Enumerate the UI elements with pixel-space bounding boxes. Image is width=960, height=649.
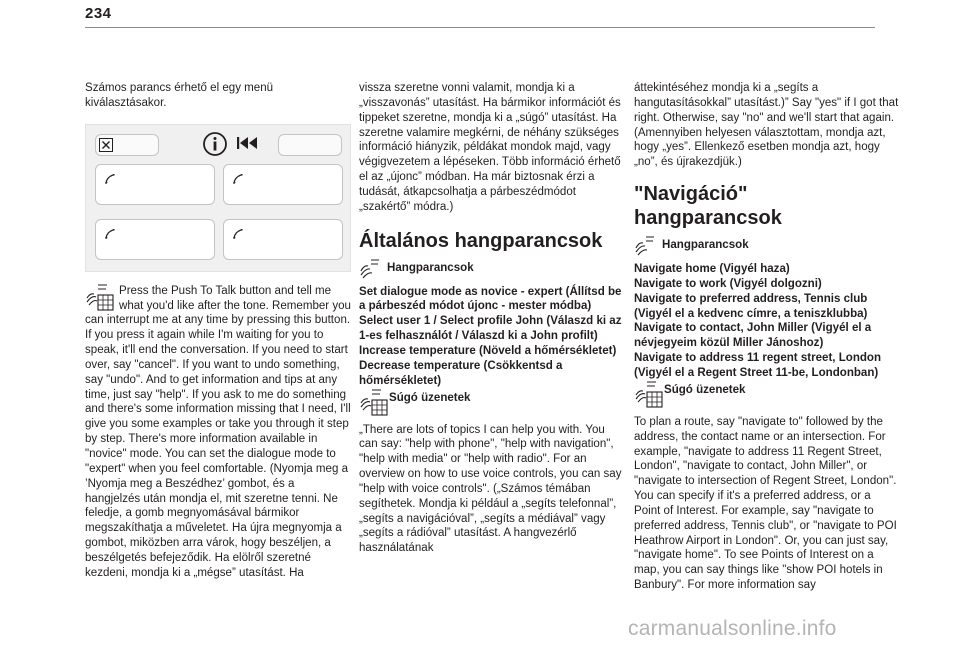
section-title-general-commands: Általános hangparancsok — [359, 229, 603, 252]
watermark: carmanualsonline.info — [628, 617, 837, 640]
rewind-icon — [236, 135, 260, 151]
phone-button-3 — [95, 219, 215, 260]
continued-text: áttekintéséhez mondja ki a „segíts a hangutasításokkal” utasítást.)” Say "yes" if I got that right. Otherwise, say "no" and we'll start that again. (Amennyiben helyesen választottam, mondja azt, hogy „yes”. Ellenkező esetben mondja azt, hogy „no”, és újrakezdjük.) — [634, 82, 899, 169]
commands-label: Hangparancsok — [387, 261, 474, 274]
voice-grid-icon — [634, 381, 664, 409]
column-3 — [634, 81, 900, 593]
command-item: Increase temperature (Növeld a hőmérsékletet) — [359, 344, 617, 357]
phone-button-4 — [223, 219, 343, 260]
info-icon — [202, 131, 228, 157]
command-item: Navigate to work (Vigyél dolgozni) — [634, 277, 822, 290]
command-item: Select user 1 / Select profile John (Válaszd ki az 1-es felhasználót / Válaszd ki a John profilt) — [359, 315, 622, 343]
help-label: Súgó üzenetek — [389, 391, 471, 404]
phone-icon — [233, 229, 243, 239]
voice-command-icon — [359, 259, 381, 279]
help-text: To plan a route, say "navigate to" followed by the address, the contact name or an intersection. For example, "navigate to address 11 Regent Street, London", "navigate to contact, John Miller", or "navigate to intersection of Regent Street, London". You can specify if it's a preferred address, or a Point of Interest. For example, say "navigate to preferred address, Tennis club", or "navigate to POI Heathrow Airport in London". Or, you can just say, "navigate home". To see Points of Interest on a map, you can say things like "show POI hotels in Banbury". For more information say — [634, 415, 897, 592]
command-item: Decrease temperature (Csökkentsd a hőmérsékletet) — [359, 359, 563, 387]
command-item: Set dialogue mode as novice - expert (Állítsd be a párbeszéd módot újonc - mester módba) — [359, 285, 622, 313]
menu-intro-text: Számos parancs érhető el egy menü kiválasztásakor. — [85, 82, 274, 109]
command-item: Navigate to address 11 regent street, London (Vigyél el a Regent Street 11-be, Londonban) — [634, 352, 882, 379]
voice-grid-icon — [85, 284, 115, 312]
close-tab — [95, 134, 159, 156]
commands-header — [359, 259, 625, 279]
help-header — [634, 381, 900, 409]
command-item: Navigate home (Vigyél haza) — [634, 263, 790, 276]
column-2 — [359, 81, 625, 556]
phone-button-1 — [95, 164, 215, 205]
command-item: Navigate to contact, John Miller (Vigyél el a névjegyeim közül Miller Jánoshoz) — [634, 322, 872, 350]
column-1 — [85, 81, 351, 581]
help-header — [359, 389, 625, 417]
phone-icon — [105, 174, 115, 184]
continued-text: vissza szeretne vonni valamit, mondja ki a „visszavonás” utasítást. Ha bármikor információt és tippeket szeretne, mondja ki a „súgó” utasítást. Ha szeretne valamire megkérni, de néhány szükséges információ hiányzik, példákat mondok majd, vagy végigvezetem a lépéseken. Több információ érhető el az „újonc” módban. Ha már biztosnak érzi a tudását, átkapcsolhatja a párbeszédmódot „szakértő” módra.) — [359, 82, 621, 213]
help-label: Súgó üzenetek — [664, 383, 746, 396]
back-tab — [278, 134, 342, 156]
phone-icon — [105, 229, 115, 239]
command-item: Navigate to preferred address, Tennis club (Vigyél el a kedvenc címre, a teniszklubba) — [634, 292, 868, 320]
voice-grid-icon — [359, 389, 389, 417]
voice-command-icon — [634, 236, 656, 256]
push-to-talk-instructions — [85, 284, 351, 581]
page-number: 234 — [85, 5, 112, 22]
section-title-navigation-commands: "Navigáció" hangparancsok — [634, 183, 782, 230]
phone-icon — [233, 174, 243, 184]
commands-label: Hangparancsok — [662, 239, 749, 252]
help-text: „There are lots of topics I can help you with. You can say: "help with phone", "help with navigation", "help with media" or "help with radio". For an overview on how to use voice controls, you can say "help with voice controls". („Számos témában segíthetek. Mondja ki például a „segíts telefonnal”, „segíts a navigációval”, „segíts a médiával” vagy „segíts a rádióval” utasítást. A hangvezérlő használatának — [359, 423, 622, 555]
phone-button-2 — [223, 164, 343, 205]
push-to-talk-text: Press the Push To Talk button and tell me what you'd like after the tone. Remember you can interrupt me at any time by pressing this button. If you press it again while I'm waiting for you to speak, it'll end the conversation. If you need to start over, say "cancel". If you want to undo something, say "undo". And to get information and tips at any time, just say "help". If you ask to me do something and there's some information missing that I need, I'll give you some examples or take you through it step by step. There's more information available in "novice" mode. You can set the dialogue mode to "expert" when you feel comfortable. (Nyomja meg a ’Nyomja meg a Beszédhez’ gombot, és a hangjelzés után mondja el, mit szeretne tenni. Ne feledje, a gomb megnyomásával bármikor megszakíthatja a műveletet. Ha újra megnyomja a gombot, miközben arra várok, hogy beszéljen, a beszélgetés befejeződik. Ha elölről szeretné kezdeni, mondja ki a „mégse” utasítást. Ha — [85, 284, 351, 579]
close-icon — [99, 138, 113, 152]
header-divider — [85, 27, 875, 28]
commands-header — [634, 236, 900, 256]
voice-command-screen-illustration — [85, 124, 351, 272]
